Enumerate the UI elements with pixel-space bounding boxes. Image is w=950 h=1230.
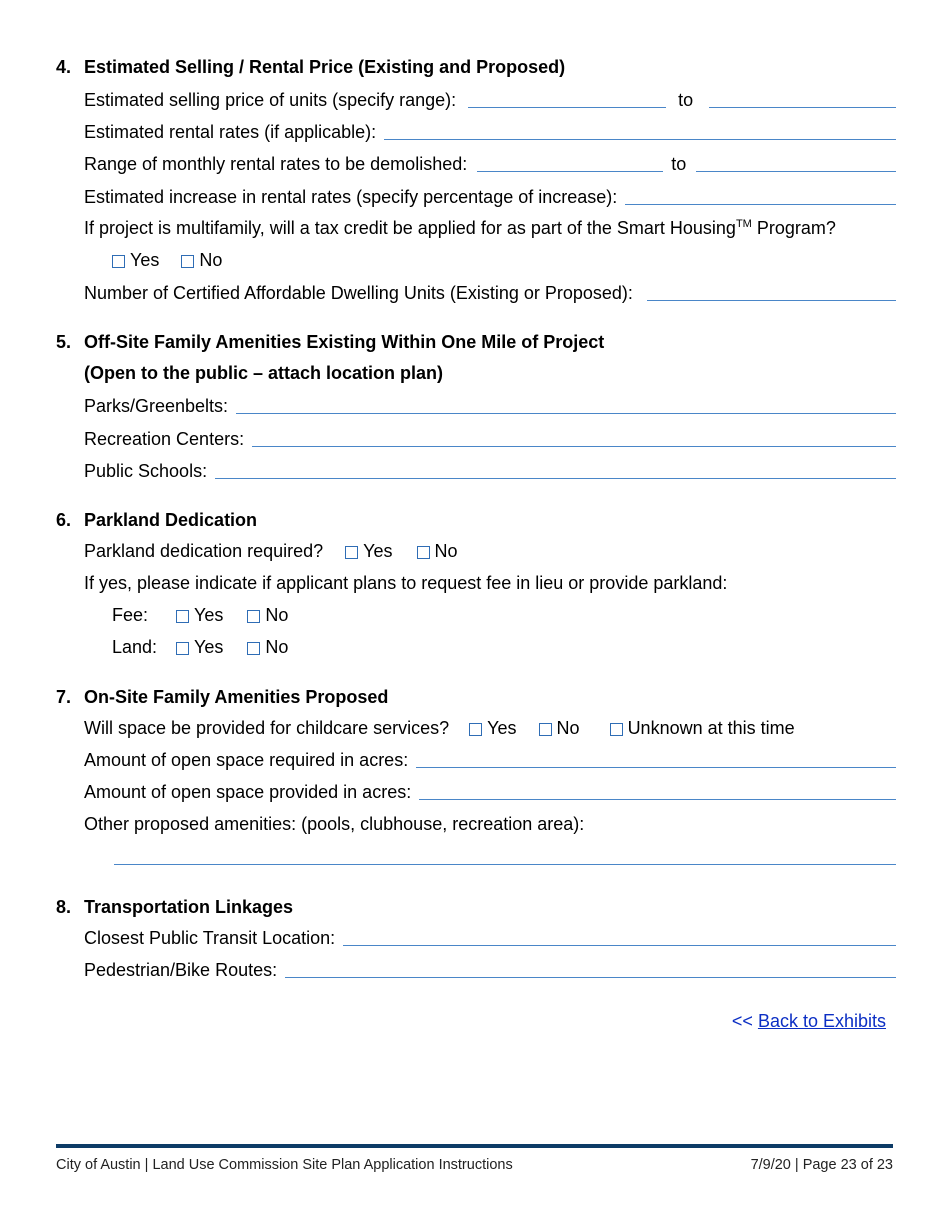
indicate-label: If yes, please indicate if applicant plans to request fee in lieu or provide parkland: bbox=[84, 573, 728, 593]
multifamily-no-option[interactable]: No bbox=[181, 250, 222, 271]
footer-title: City of Austin | Land Use Commission Site Plan Application Instructions bbox=[56, 1157, 513, 1173]
rental-rates-label: Estimated rental rates (if applicable): bbox=[84, 122, 377, 142]
routes-label: Pedestrian/Bike Routes: bbox=[84, 960, 278, 980]
parks-label: Parks/Greenbelts: bbox=[84, 396, 229, 416]
other-amenities-row bbox=[84, 811, 896, 835]
checkbox-no[interactable] bbox=[247, 642, 260, 655]
section-subtitle: (Open to the public – attach location plan) bbox=[84, 363, 444, 383]
indicate-row bbox=[84, 570, 896, 594]
section-title: Parkland Dedication bbox=[84, 510, 258, 530]
parks-row bbox=[84, 393, 896, 417]
land-label: Land: bbox=[112, 637, 158, 657]
parkland-yes-option[interactable]: Yes bbox=[345, 541, 392, 562]
section-title: On-Site Family Amenities Proposed bbox=[84, 687, 389, 707]
routes-row bbox=[84, 957, 896, 981]
selling-price-to-field[interactable] bbox=[709, 107, 896, 108]
checkbox-no[interactable] bbox=[539, 723, 552, 736]
to-label: to bbox=[678, 90, 694, 110]
checkbox-yes[interactable] bbox=[345, 546, 358, 559]
multifamily-yes-option[interactable]: Yes bbox=[112, 250, 159, 271]
required-acres-field[interactable] bbox=[416, 767, 896, 768]
demolished-row bbox=[84, 151, 896, 175]
checkbox-yes[interactable] bbox=[176, 642, 189, 655]
childcare-yes-option[interactable]: Yes bbox=[469, 718, 516, 739]
selling-price-from-field[interactable] bbox=[468, 107, 666, 108]
schools-label: Public Schools: bbox=[84, 461, 208, 481]
checkbox-unknown[interactable] bbox=[610, 723, 623, 736]
childcare-no-option[interactable]: No bbox=[539, 718, 580, 739]
parkland-required-row bbox=[84, 538, 896, 562]
fee-label: Fee: bbox=[112, 605, 149, 625]
rental-rates-row bbox=[84, 119, 896, 143]
footer-divider bbox=[56, 1144, 893, 1148]
other-amenities-field[interactable] bbox=[114, 864, 896, 865]
back-to-exhibits-link[interactable]: Back to Exhibits bbox=[757, 1011, 886, 1031]
section-number: 5. bbox=[56, 332, 72, 352]
fee-no-option[interactable]: No bbox=[247, 605, 288, 626]
certified-row bbox=[84, 280, 896, 304]
demolished-label: Range of monthly rental rates to be demolished: bbox=[84, 154, 468, 174]
to-label: to bbox=[671, 154, 687, 174]
section-number: 6. bbox=[56, 510, 72, 530]
fee-yes-option[interactable]: Yes bbox=[176, 605, 223, 626]
multifamily-options bbox=[112, 247, 896, 271]
section-title: Transportation Linkages bbox=[84, 897, 294, 917]
checkbox-no[interactable] bbox=[181, 255, 194, 268]
increase-row bbox=[84, 184, 896, 208]
increase-field[interactable] bbox=[625, 204, 896, 205]
recreation-row bbox=[84, 426, 896, 450]
certified-field[interactable] bbox=[647, 300, 896, 301]
selling-price-label: Estimated selling price of units (specify range): bbox=[84, 90, 457, 110]
checkbox-yes[interactable] bbox=[112, 255, 125, 268]
section-number: 7. bbox=[56, 687, 72, 707]
childcare-unknown-option[interactable]: Unknown at this time bbox=[610, 718, 795, 739]
required-acres-label: Amount of open space required in acres: bbox=[84, 750, 409, 770]
land-yes-option[interactable]: Yes bbox=[176, 637, 223, 658]
demolished-from-field[interactable] bbox=[477, 171, 663, 172]
parks-field[interactable] bbox=[236, 413, 896, 414]
footer-page-info: 7/9/20 | Page 23 of 23 bbox=[750, 1157, 893, 1173]
transit-label: Closest Public Transit Location: bbox=[84, 928, 336, 948]
recreation-field[interactable] bbox=[252, 446, 896, 447]
increase-label: Estimated increase in rental rates (specify percentage of increase): bbox=[84, 187, 618, 207]
checkbox-yes[interactable] bbox=[469, 723, 482, 736]
recreation-label: Recreation Centers: bbox=[84, 429, 245, 449]
other-amenities-label: Other proposed amenities: (pools, clubhouse, recreation area): bbox=[84, 814, 585, 834]
land-row bbox=[112, 634, 896, 658]
selling-price-row bbox=[84, 87, 896, 111]
transit-row bbox=[84, 925, 896, 949]
multifamily-row bbox=[84, 215, 896, 239]
required-acres-row bbox=[84, 747, 896, 771]
checkbox-yes[interactable] bbox=[176, 610, 189, 623]
schools-field[interactable] bbox=[215, 478, 896, 479]
multifamily-question: If project is multifamily, will a tax credit be applied for as part of the Smart Housing™ Program? bbox=[84, 218, 836, 238]
parkland-required-label: Parkland dedication required? bbox=[84, 541, 324, 561]
checkbox-no[interactable] bbox=[247, 610, 260, 623]
checkbox-no[interactable] bbox=[417, 546, 430, 559]
provided-acres-row bbox=[84, 779, 896, 803]
certified-label: Number of Certified Affordable Dwelling Units (Existing or Proposed): bbox=[84, 283, 633, 303]
section-number: 4. bbox=[56, 57, 72, 77]
childcare-row bbox=[84, 715, 896, 739]
section-number: 8. bbox=[56, 897, 72, 917]
back-prefix: << bbox=[731, 1011, 758, 1031]
section-title: Off-Site Family Amenities Existing Within One Mile of Project bbox=[84, 332, 605, 352]
childcare-label: Will space be provided for childcare services? bbox=[84, 718, 450, 738]
rental-rates-field[interactable] bbox=[384, 139, 896, 140]
back-nav bbox=[732, 1011, 886, 1032]
parkland-no-option[interactable]: No bbox=[417, 541, 458, 562]
fee-row bbox=[112, 602, 896, 626]
provided-acres-label: Amount of open space provided in acres: bbox=[84, 782, 412, 802]
demolished-to-field[interactable] bbox=[696, 171, 896, 172]
other-amenities-field-row bbox=[114, 844, 896, 868]
schools-row bbox=[84, 458, 896, 482]
routes-field[interactable] bbox=[285, 977, 896, 978]
section-title: Estimated Selling / Rental Price (Existing and Proposed) bbox=[84, 57, 566, 77]
provided-acres-field[interactable] bbox=[419, 799, 896, 800]
transit-field[interactable] bbox=[343, 945, 896, 946]
land-no-option[interactable]: No bbox=[247, 637, 288, 658]
